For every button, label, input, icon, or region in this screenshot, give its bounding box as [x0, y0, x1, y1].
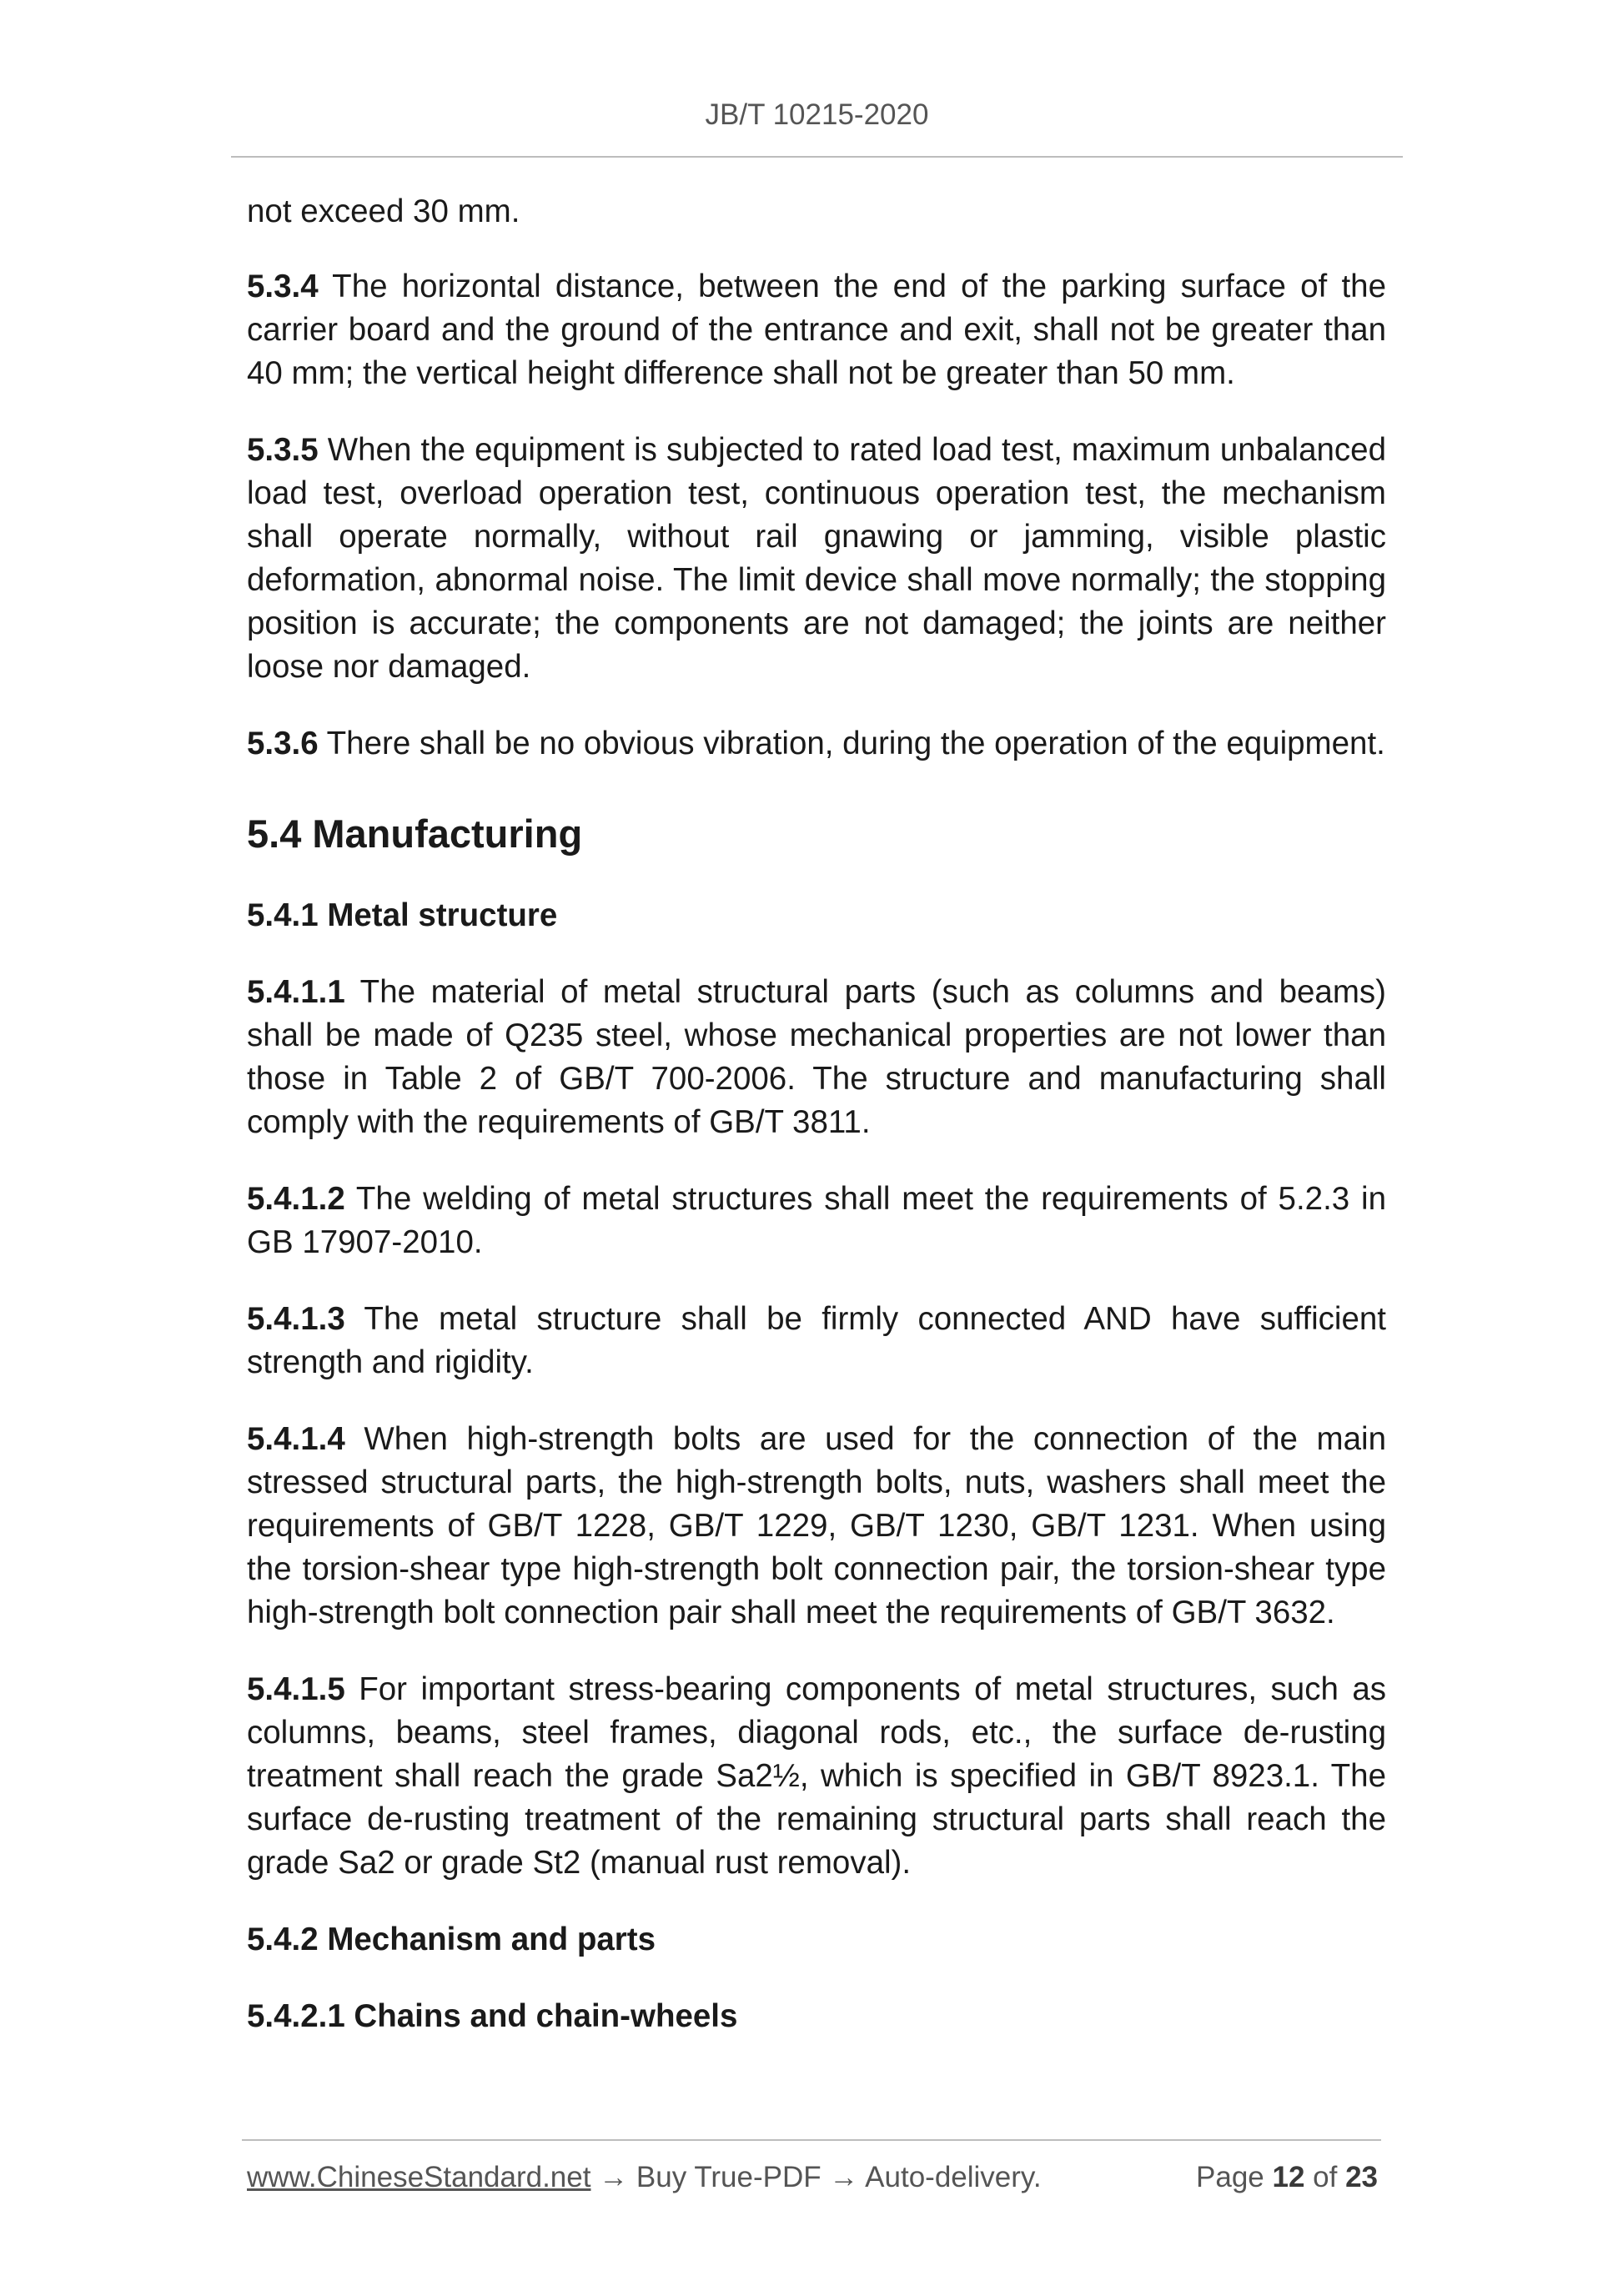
subsection-heading-5-4-2: 5.4.2 Mechanism and parts	[247, 1922, 656, 1957]
clause-text: The metal structure shall be firmly connected AND have sufficient strength and rigidity.	[247, 1301, 1386, 1380]
document-body	[247, 190, 1386, 2072]
footer-promo	[247, 2161, 1042, 2194]
page-of: of	[1304, 2161, 1346, 2193]
clause-5-3-4	[247, 265, 1386, 395]
footer-tagline: → Buy True-PDF → Auto-delivery.	[590, 2161, 1042, 2193]
page-footer	[247, 2161, 1378, 2194]
section-heading-5-4: 5.4 Manufacturing	[247, 811, 583, 856]
page-header: JB/T 10215-2020	[705, 98, 929, 131]
clause-text: The horizontal distance, between the end of the parking surface of the carrier board and the ground of the entrance and exit, shall not be greater than 40 mm; the vertical height difference shall not be greater than 50 mm.	[247, 269, 1386, 391]
clause-text: When the equipment is subjected to rated load test, maximum unbalanced load test, overload operation test, continuous operation test, the mechanism shall operate normally, without rail gnawing or jamming, visible plastic deformation, abnormal noise. The limit device shall move normally; the stopping position is accurate; the components are not damaged; the joints are neither loose nor damaged.	[247, 432, 1386, 685]
footer-divider	[242, 2139, 1381, 2141]
clause-text: The welding of metal structures shall meet the requirements of 5.2.3 in GB 17907-2010.	[247, 1181, 1386, 1260]
clause-text: There shall be no obvious vibration, during the operation of the equipment.	[326, 726, 1385, 761]
clause-text: The material of metal structural parts (such as columns and beams) shall be made of Q235 steel, whose mechanical properties are not lower than those in Table 2 of GB/T 700-2006. The structure and manufacturing shall comply with the requirements of GB/T 3811.	[247, 974, 1386, 1140]
clause-number: 5.4.1.2	[247, 1181, 345, 1217]
subsection-heading-5-4-2-1: 5.4.2.1 Chains and chain-wheels	[247, 1998, 738, 2034]
clause-number: 5.4.1.5	[247, 1671, 345, 1707]
subsection-heading-5-4-1: 5.4.1 Metal structure	[247, 897, 558, 933]
clause-number: 5.3.5	[247, 432, 319, 468]
clause-5-4-1-1	[247, 971, 1386, 1144]
page-indicator	[1196, 2161, 1378, 2194]
paragraph-continuation: not exceed 30 mm.	[247, 193, 520, 229]
header-divider	[231, 156, 1403, 158]
clause-5-4-1-2	[247, 1178, 1386, 1264]
clause-5-4-1-5	[247, 1668, 1386, 1885]
page-label: Page	[1196, 2161, 1273, 2193]
clause-number: 5.4.1.4	[247, 1421, 345, 1457]
clause-5-3-6	[247, 722, 1386, 766]
clause-number: 5.3.6	[247, 726, 319, 761]
clause-5-4-1-3	[247, 1298, 1386, 1384]
page-total: 23	[1345, 2161, 1378, 2193]
website-link[interactable]: www.ChineseStandard.net	[247, 2161, 591, 2193]
clause-number: 5.3.4	[247, 269, 319, 304]
clause-5-4-1-4	[247, 1418, 1386, 1635]
clause-text: When high-strength bolts are used for the connection of the main stressed structural parts, the high-strength bolts, nuts, washers shall meet the requirements of GB/T 1228, GB/T 1229, GB/T 1230, GB/T 1231. When using the torsion-shear type high-strength bolt connection pair, the torsion-shear type high-strength bolt connection pair shall meet the requirements of GB/T 3632.	[247, 1421, 1386, 1630]
clause-number: 5.4.1.3	[247, 1301, 345, 1337]
clause-5-3-5	[247, 429, 1386, 689]
page-current: 12	[1272, 2161, 1305, 2193]
clause-number: 5.4.1.1	[247, 974, 345, 1010]
clause-text: For important stress-bearing components of metal structures, such as columns, beams, steel frames, diagonal rods, etc., the surface de-rusting treatment shall reach the grade Sa2½, which is specified in GB/T 8923.1. The surface de-rusting treatment of the remaining structural parts shall reach the grade Sa2 or grade St2 (manual rust removal).	[247, 1671, 1387, 1881]
